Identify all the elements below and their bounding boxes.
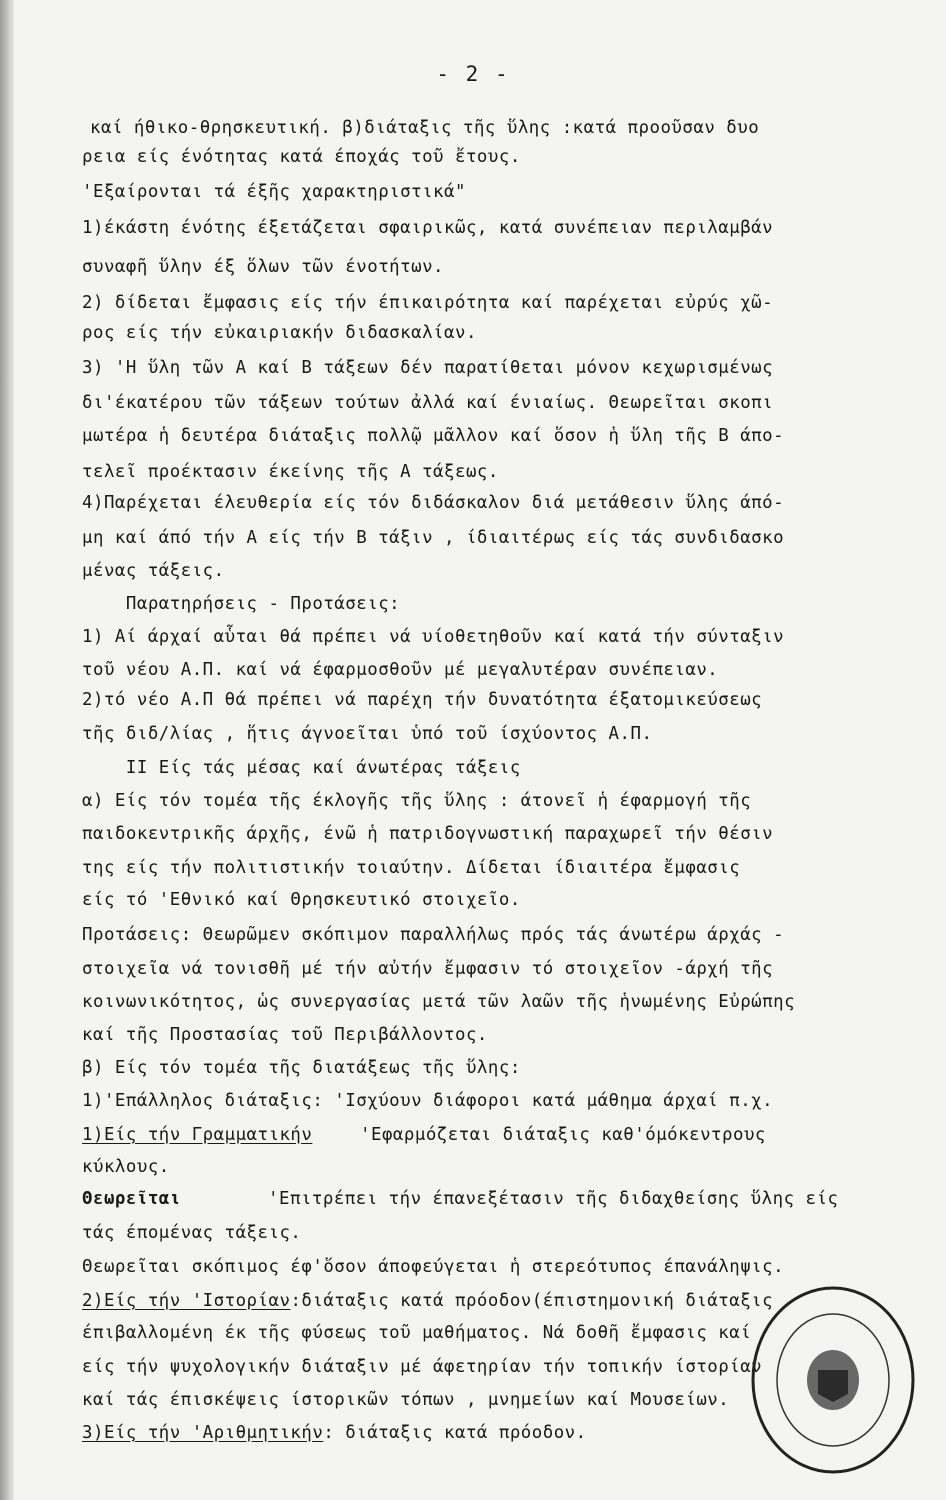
text-line: είς τήν ψυχολογικήν διάταξιν μέ άφετηρίαν τήν τοπικήν ίστορίαν: [82, 1357, 763, 1377]
text-line: ρος είς τήν εὐκαιριακήν διδασκαλίαν.: [82, 323, 477, 343]
text-line: της είς τήν πολιτιστικήν τοιαύτην. Δίδεται ίδιαιτέρα ἔμφασις: [82, 858, 741, 878]
text-line: [360, 1124, 766, 1146]
text-line: 4)Παρέχεται έλευθερία είς τόν διδάσκαλον διά μετάθεσιν ὕλης άπό-: [82, 493, 785, 513]
text-line: [82, 1124, 312, 1146]
text-line: 'Εξαίρονται τά έξῆς χαρακτηριστικά": [82, 182, 466, 202]
text-line: στοιχεῖα νά τονισθῆ μέ τήν αὐτήν ἔμφασιν τό στοιχεῖον -άρχή τῆς: [82, 959, 774, 979]
section-heading: Παρατηρήσεις - Προτάσεις:: [82, 594, 401, 614]
text-line: 3) 'Η ὕλη τῶν Α καί Β τάξεων δέν παρατίθεται μόνον κεχωρισμένως: [82, 358, 774, 378]
text-line: ρεια είς ένότητας κατά έποχάς τοῦ ἔτους.: [82, 147, 521, 167]
text-line: παιδοκεντρικῆς άρχῆς, ένῶ ἡ πατριδογνωστική παραχωρεῖ τήν θέσιν: [82, 824, 774, 844]
text-line: 'Επιτρέπει τήν έπανεξέτασιν τῆς διδαχθείσης ὕλης είς: [268, 1189, 839, 1209]
underlined-heading-arithmetic: 3)Είς τήν 'Αριθμητικήν: [82, 1423, 324, 1443]
text-line: τάς έπομένας τάξεις.: [82, 1223, 302, 1243]
text-line: 1)'Επάλληλος διάταξις: 'Ισχύουν διάφοροι κατά μάθημα άρχαί π.χ.: [82, 1091, 774, 1111]
text-line: μένας τάξεις.: [82, 561, 225, 581]
text-line: 2) δίδεται ἔμφασις είς τήν έπικαιρότητα καί παρέχεται εὐρύς χῶ-: [82, 293, 774, 313]
text-line: καί ήθικο-θρησκευτική. β)διάταξις τῆς ὕλης :κατά προοῦσαν δυο: [90, 118, 760, 138]
text-line: τελεῖ προέκτασιν έκείνης τῆς Α τάξεως.: [82, 462, 499, 482]
text-line: α) Είς τόν τομέα τῆς έκλογῆς τῆς ὕλης : άτονεῖ ἡ έφαρμογή τῆς: [82, 791, 752, 811]
text-line: είς τό 'Εθνικό καί Θρησκευτικό στοιχεῖο.: [82, 890, 521, 910]
page-number: - 2 -: [436, 62, 510, 86]
struck-word: Θεωρεῖται: [82, 1189, 181, 1209]
text-line: τῆς διδ/λίας , ἥτις άγνοεῖται ὑπό τοῦ ίσχύοντος Α.Π.: [82, 724, 653, 744]
underlined-heading-history: 2)Είς τήν 'Ιστορίαν: [82, 1291, 291, 1311]
text-line: Θεωρεῖται σκόπιμος έφ'ὅσον άποφεύγεται ἡ στερεότυπος έπανάληψις.: [82, 1257, 785, 1277]
text-line: Προτάσεις: Θεωρῶμεν σκόπιμον παραλλήλως πρός τάς άνωτέρω άρχάς -: [82, 925, 785, 945]
text-line: μωτέρα ἡ δευτέρα διάταξις πολλῷ μᾶλλον καί ὅσον ἡ ὕλη τῆς Β άπο-: [82, 426, 785, 446]
text-line: έπιβαλλομένη έκ τῆς φύσεως τοῦ μαθήματος. Νά δοθῆ ἔμφασις καί: [82, 1323, 752, 1343]
text-line: κοινωνικότητος, ὡς συνεργασίας μετά τῶν λαῶν τῆς ἡνωμένης Εὐρώπης: [82, 992, 796, 1012]
text-line: τοῦ νέου Α.Π. καί νά έφαρμοσθοῦν μέ μεγαλυτέραν συνέπειαν.: [82, 660, 719, 680]
text-line: καί τάς έπισκέψεις ίστορικῶν τόπων , μνημείων καί Μουσείων.: [82, 1390, 730, 1410]
text-line: 1) Αί άρχαί αὗται θά πρέπει νά υίοθετηθοῦν καί κατά τήν σύνταξιν: [82, 627, 785, 647]
underlined-heading-grammar: 1)Είς τήν Γραμματικήν: [82, 1125, 313, 1145]
text-line: καί τῆς Προστασίας τοῦ Περιβάλλοντος.: [82, 1025, 488, 1045]
section-heading: ΙΙ Είς τάς μέσας καί άνωτέρας τάξεις: [82, 758, 521, 778]
text-line: μη καί άπό τήν Α είς τήν Β τάξιν , ίδιαιτέρως είς τάς συνδιδασκο: [82, 528, 785, 548]
text-line: κύκλους.: [82, 1157, 170, 1177]
text-line: συναφῆ ὕλην έξ ὅλων τῶν ένοτήτων.: [82, 257, 445, 277]
text-line: 3)Είς τήν 'Αριθμητικήν: διάταξις κατά πρόοδον.: [82, 1423, 587, 1443]
text-line: 2)Είς τήν 'Ιστορίαν:διάταξις κατά πρόοδον(έπιστημονική διάταξις: [82, 1291, 774, 1311]
text-line: 2)τό νέο Α.Π θά πρέπει νά παρέχη τήν δυνατότητα έξατομικεύσεως: [82, 690, 763, 710]
scan-edge-shadow: [0, 0, 14, 1500]
text-line: 1)έκάστη ένότης έξετάζεται σφαιρικῶς, κατά συνέπειαν περιλαμβάν: [82, 218, 774, 238]
text-line: δι'έκατέρου τῶν τάξεων τούτων ἀλλά καί ένιαίως. Θεωρεῖται σκοπι: [82, 393, 774, 413]
official-stamp: [748, 1282, 918, 1478]
grammar-rest: 'Εφαρμόζεται διάταξις καθ'όμόκεντρους: [360, 1125, 766, 1145]
text-line: β) Είς τόν τομέα τῆς διατάξεως τῆς ὕλης:: [82, 1058, 521, 1078]
